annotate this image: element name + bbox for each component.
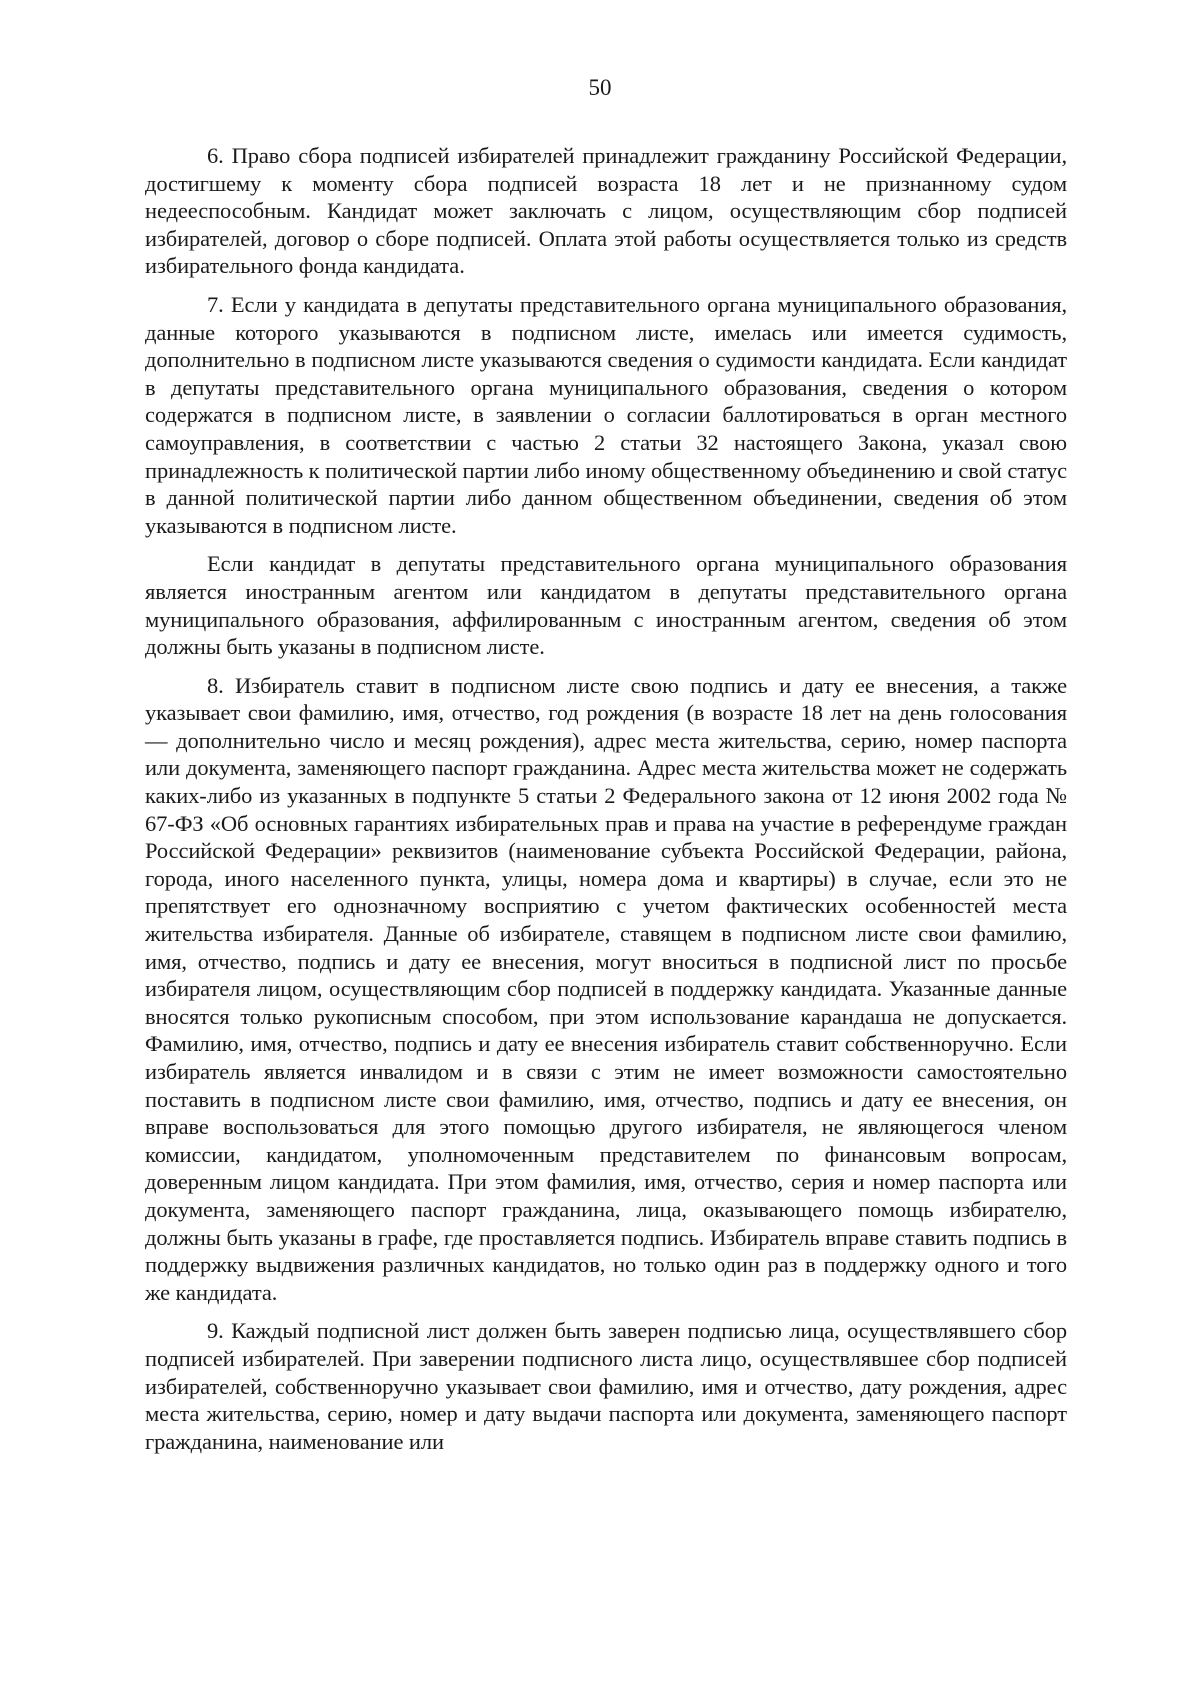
paragraph-item-7: 7. Если у кандидата в депутаты представительного органа муниципального образования, данные которого указываются в подписном листе, имелась или имеется судимость, дополнительно в подписном листе указываются сведения о судимости кандидата. Если кандидат в депутаты представительного органа муниципального образования, сведения о котором содержатся в подписном листе, в заявлении о согласии баллотироваться в орган местного самоуправления, в соответствии с частью 2 статьи 32 настоящего Закона, указал свою принадлежность к политической партии либо иному общественному объединению и свой статус в данной политической партии либо данном общественном объединении, сведения об этом указываются в подписном листе. <box>145 291 1067 538</box>
paragraph-item-6: 6. Право сбора подписей избирателей принадлежит гражданину Российской Федерации, достигшему к моменту сбора подписей возраста 18 лет и не признанному судом недееспособным. Кандидат может заключать с лицом, осуществляющим сбор подписей избирателей, договор о сборе подписей. Оплата этой работы осуществляется только из средств избирательного фонда кандидата. <box>145 143 1067 279</box>
document-body <box>145 142 1067 1466</box>
paragraph-item-7-foreign-agent: Если кандидат в депутаты представительного органа муниципального образования является иностранным агентом или кандидатом в депутаты представительного органа муниципального образования, аффилированным с иностранным агентом, сведения об этом должны быть указаны в подписном листе. <box>145 551 1067 660</box>
paragraph-item-8: 8. Избиратель ставит в подписном листе свою подпись и дату ее внесения, а также указывает свои фамилию, имя, отчество, год рождения (в возрасте 18 лет на день голосования — дополнительно число и месяц рождения), адрес места жительства, серию, номер паспорта или документа, заменяющего паспорт гражданина. Адрес места жительства может не содержать каких-либо из указанных в подпункте 5 статьи 2 Федерального закона от 12 июня 2002 года № 67-ФЗ «Об основных гарантиях избирательных прав и права на участие в референдуме граждан Российской Федерации» реквизитов (наименование субъекта Российской Федерации, района, города, иного населенного пункта, улицы, номера дома и квартиры) в случае, если это не препятствует его однозначному восприятию с учетом фактических особенностей места жительства избирателя. Данные об избирателе, ставящем в подписном листе свои фамилию, имя, отчество, подпись и дату ее внесения, могут вноситься в подписной лист по просьбе избирателя лицом, осуществляющим сбор подписей в поддержку кандидата. Указанные данные вносятся только рукописным способом, при этом использование карандаша не допускается. Фамилию, имя, отчество, подпись и дату ее внесения избиратель ставит собственноручно. Если избиратель является инвалидом и в связи с этим не имеет возможности самостоятельно поставить в подписном листе свои фамилию, имя, отчество, подпись и дату ее внесения, он вправе воспользоваться для этого помощью другого избирателя, не являющегося членом комиссии, кандидатом, уполномоченным представителем по финансовым вопросам, доверенным лицом кандидата. При этом фамилия, имя, отчество, серия и номер паспорта или документа, заменяющего паспорт гражданина, лица, оказывающего помощь избирателю, должны быть указаны в графе, где проставляется подпись. Избиратель вправе ставить подпись в поддержку выдвижения различных кандидатов, но только один раз в поддержку одного и того же кандидата. <box>145 672 1067 1305</box>
paragraph-item-9: 9. Каждый подписной лист должен быть заверен подписью лица, осуществлявшего сбор подписей избирателей. При заверении подписного листа лицо, осуществлявшее сбор подписей избирателей, собственноручно указывает свои фамилию, имя и отчество, дату рождения, адрес места жительства, серию, номер и дату выдачи паспорта или документа, заменяющего паспорт гражданина, наименование или <box>145 1318 1067 1454</box>
page-number: 50 <box>588 75 612 100</box>
